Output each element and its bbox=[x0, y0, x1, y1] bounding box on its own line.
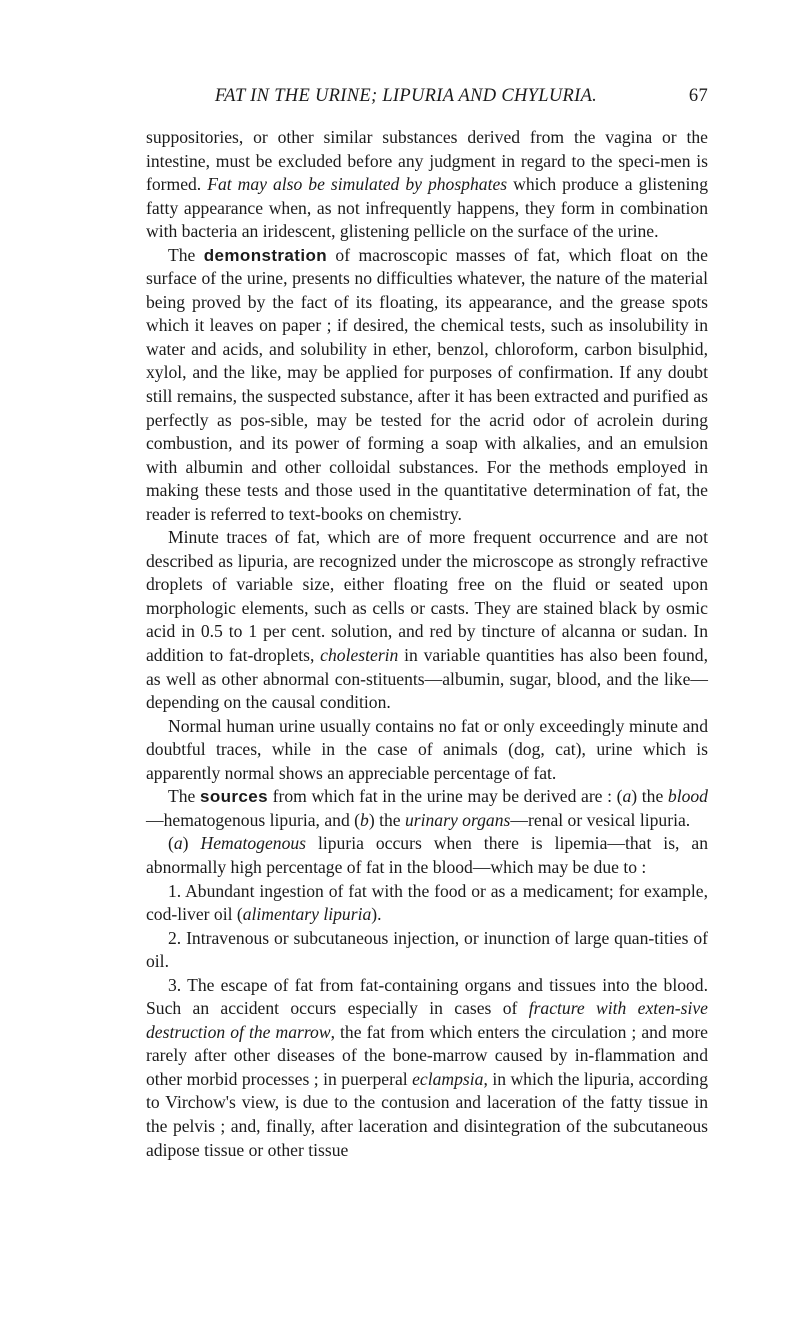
running-header bbox=[146, 86, 708, 112]
italic-phrase: cholesterin bbox=[320, 645, 399, 666]
italic-phrase: b bbox=[360, 809, 369, 830]
paragraph-7 bbox=[146, 880, 708, 927]
text-run: lipuria occurs when there is lipemia—that is, an abnormally high percentage of fat in the blood—which may be due to : bbox=[146, 833, 709, 877]
text-run: 2. Intravenous or subcutaneous injection, or inunction of large quan-tities of oil. bbox=[146, 927, 708, 972]
text-run: suppositories, or other similar substances derived from the vagina or the intestine, must be excluded before any judgment in regard to the speci-men is formed. bbox=[146, 127, 708, 195]
italic-phrase: a bbox=[173, 833, 183, 854]
inline-heading: demonstration bbox=[203, 245, 328, 265]
italic-phrase: eclampsia bbox=[412, 1068, 484, 1089]
inline-heading: sources bbox=[199, 787, 268, 807]
text-run: which produce a glistening fatty appearance when, as not infrequently happens, they form in combination with bacteria an iridescent, glistening pellicle on the surface of the urine. bbox=[146, 174, 709, 242]
text-run: The bbox=[168, 244, 204, 265]
text-run: The bbox=[168, 786, 200, 807]
text-run: Normal human urine usually contains no fat or only exceedingly minute and doubtful traces, while in the case of animals (dog, cat), urine which is apparently normal shows an appreciable percentage of fat. bbox=[146, 715, 708, 783]
text-run: ) the bbox=[631, 786, 668, 807]
body-text bbox=[146, 126, 708, 1162]
italic-phrase: fracture with exten-sive destruction of the marrow bbox=[146, 998, 708, 1042]
page-number: 67 bbox=[688, 86, 708, 106]
paragraph-1 bbox=[146, 126, 708, 244]
italic-phrase: urinary organs bbox=[404, 809, 511, 830]
text-run: of macroscopic masses of fat, which float on the surface of the urine, presents no difficulties whatever, the nature of the material being proved by the fact of its floating, its appearance, and the grease spots which it leaves on paper ; if desired, the chemical tests, such as insolubility in water and acids, and solubility in ether, benzol, chloroform, carbon bisulphid, xylol, and the like, may be applied for purposes of confirmation. If any doubt still remains, the suspected substance, after it has been extracted and purified as perfectly as pos-sible, may be tested for the acrid odor of acrolein during combustion, and its power of forming a soap with alkalies, and an emulsion with albumin and other colloidal substances. For the methods employed in making these tests and those used in the quantitative determination of fat, the reader is referred to text-books on chemistry. bbox=[146, 244, 708, 524]
paragraph-9 bbox=[146, 974, 708, 1162]
paragraph-2 bbox=[146, 244, 708, 527]
italic-phrase: Hematogenous bbox=[200, 833, 307, 854]
text-run: ) bbox=[182, 833, 201, 854]
text-run: Minute traces of fat, which are of more frequent occurrence and are not described as lipuria, are recognized under the microscope as strongly refractive droplets of variable size, either floating free on the fluid or seated upon morphologic elements, such as cells or casts. They are stained black by osmic acid in 0.5 to 1 per cent. solution, and red by tincture of alcanna or sudan. In addition to fat-droplets, bbox=[146, 527, 708, 666]
text-run: ( bbox=[168, 833, 174, 854]
paragraph-8 bbox=[146, 927, 708, 974]
paragraph-5 bbox=[146, 785, 708, 832]
italic-phrase: a bbox=[622, 786, 632, 807]
text-run: 1. Abundant ingestion of fat with the food or as a medicament; for example, cod-liver oil ( bbox=[146, 880, 708, 925]
paragraph-3 bbox=[146, 526, 708, 714]
text-run: ) the bbox=[368, 809, 405, 830]
italic-phrase: alimentary lipuria bbox=[242, 904, 372, 925]
text-run: 3. The escape of fat from fat-containing organs and tissues into the blood. Such an accident occurs especially in cases of bbox=[146, 974, 708, 1019]
text-run: , in which the lipuria, according to Virchow's view, is due to the contusion and laceration of the fatty tissue in the pelvis ; and, finally, after laceration and disintegration of the subcutaneous adipose tissue or other tissue bbox=[146, 1068, 708, 1160]
paragraph-4 bbox=[146, 715, 708, 786]
text-run: —hematogenous lipuria, and ( bbox=[146, 809, 361, 830]
text-run: —renal or vesical lipuria. bbox=[510, 809, 691, 830]
text-run: ). bbox=[371, 904, 382, 925]
paragraph-6 bbox=[146, 832, 708, 879]
book-page bbox=[146, 86, 708, 1162]
text-run: in variable quantities has also been found, as well as other abnormal con-stituents—albumin, sugar, blood, and the like—depending on the causal condition. bbox=[146, 645, 708, 713]
italic-phrase: blood bbox=[667, 786, 708, 807]
text-run: from which fat in the urine may be derived are : ( bbox=[268, 786, 623, 807]
running-title: FAT IN THE URINE; LIPURIA AND CHYLURIA. bbox=[214, 86, 598, 106]
italic-phrase: Fat may also be simulated by phosphates bbox=[207, 174, 508, 195]
text-run: , the fat from which enters the circulation ; and more rarely after other diseases of the bone-marrow caused by in-flammation and other morbid processes ; in puerperal bbox=[146, 1021, 708, 1089]
